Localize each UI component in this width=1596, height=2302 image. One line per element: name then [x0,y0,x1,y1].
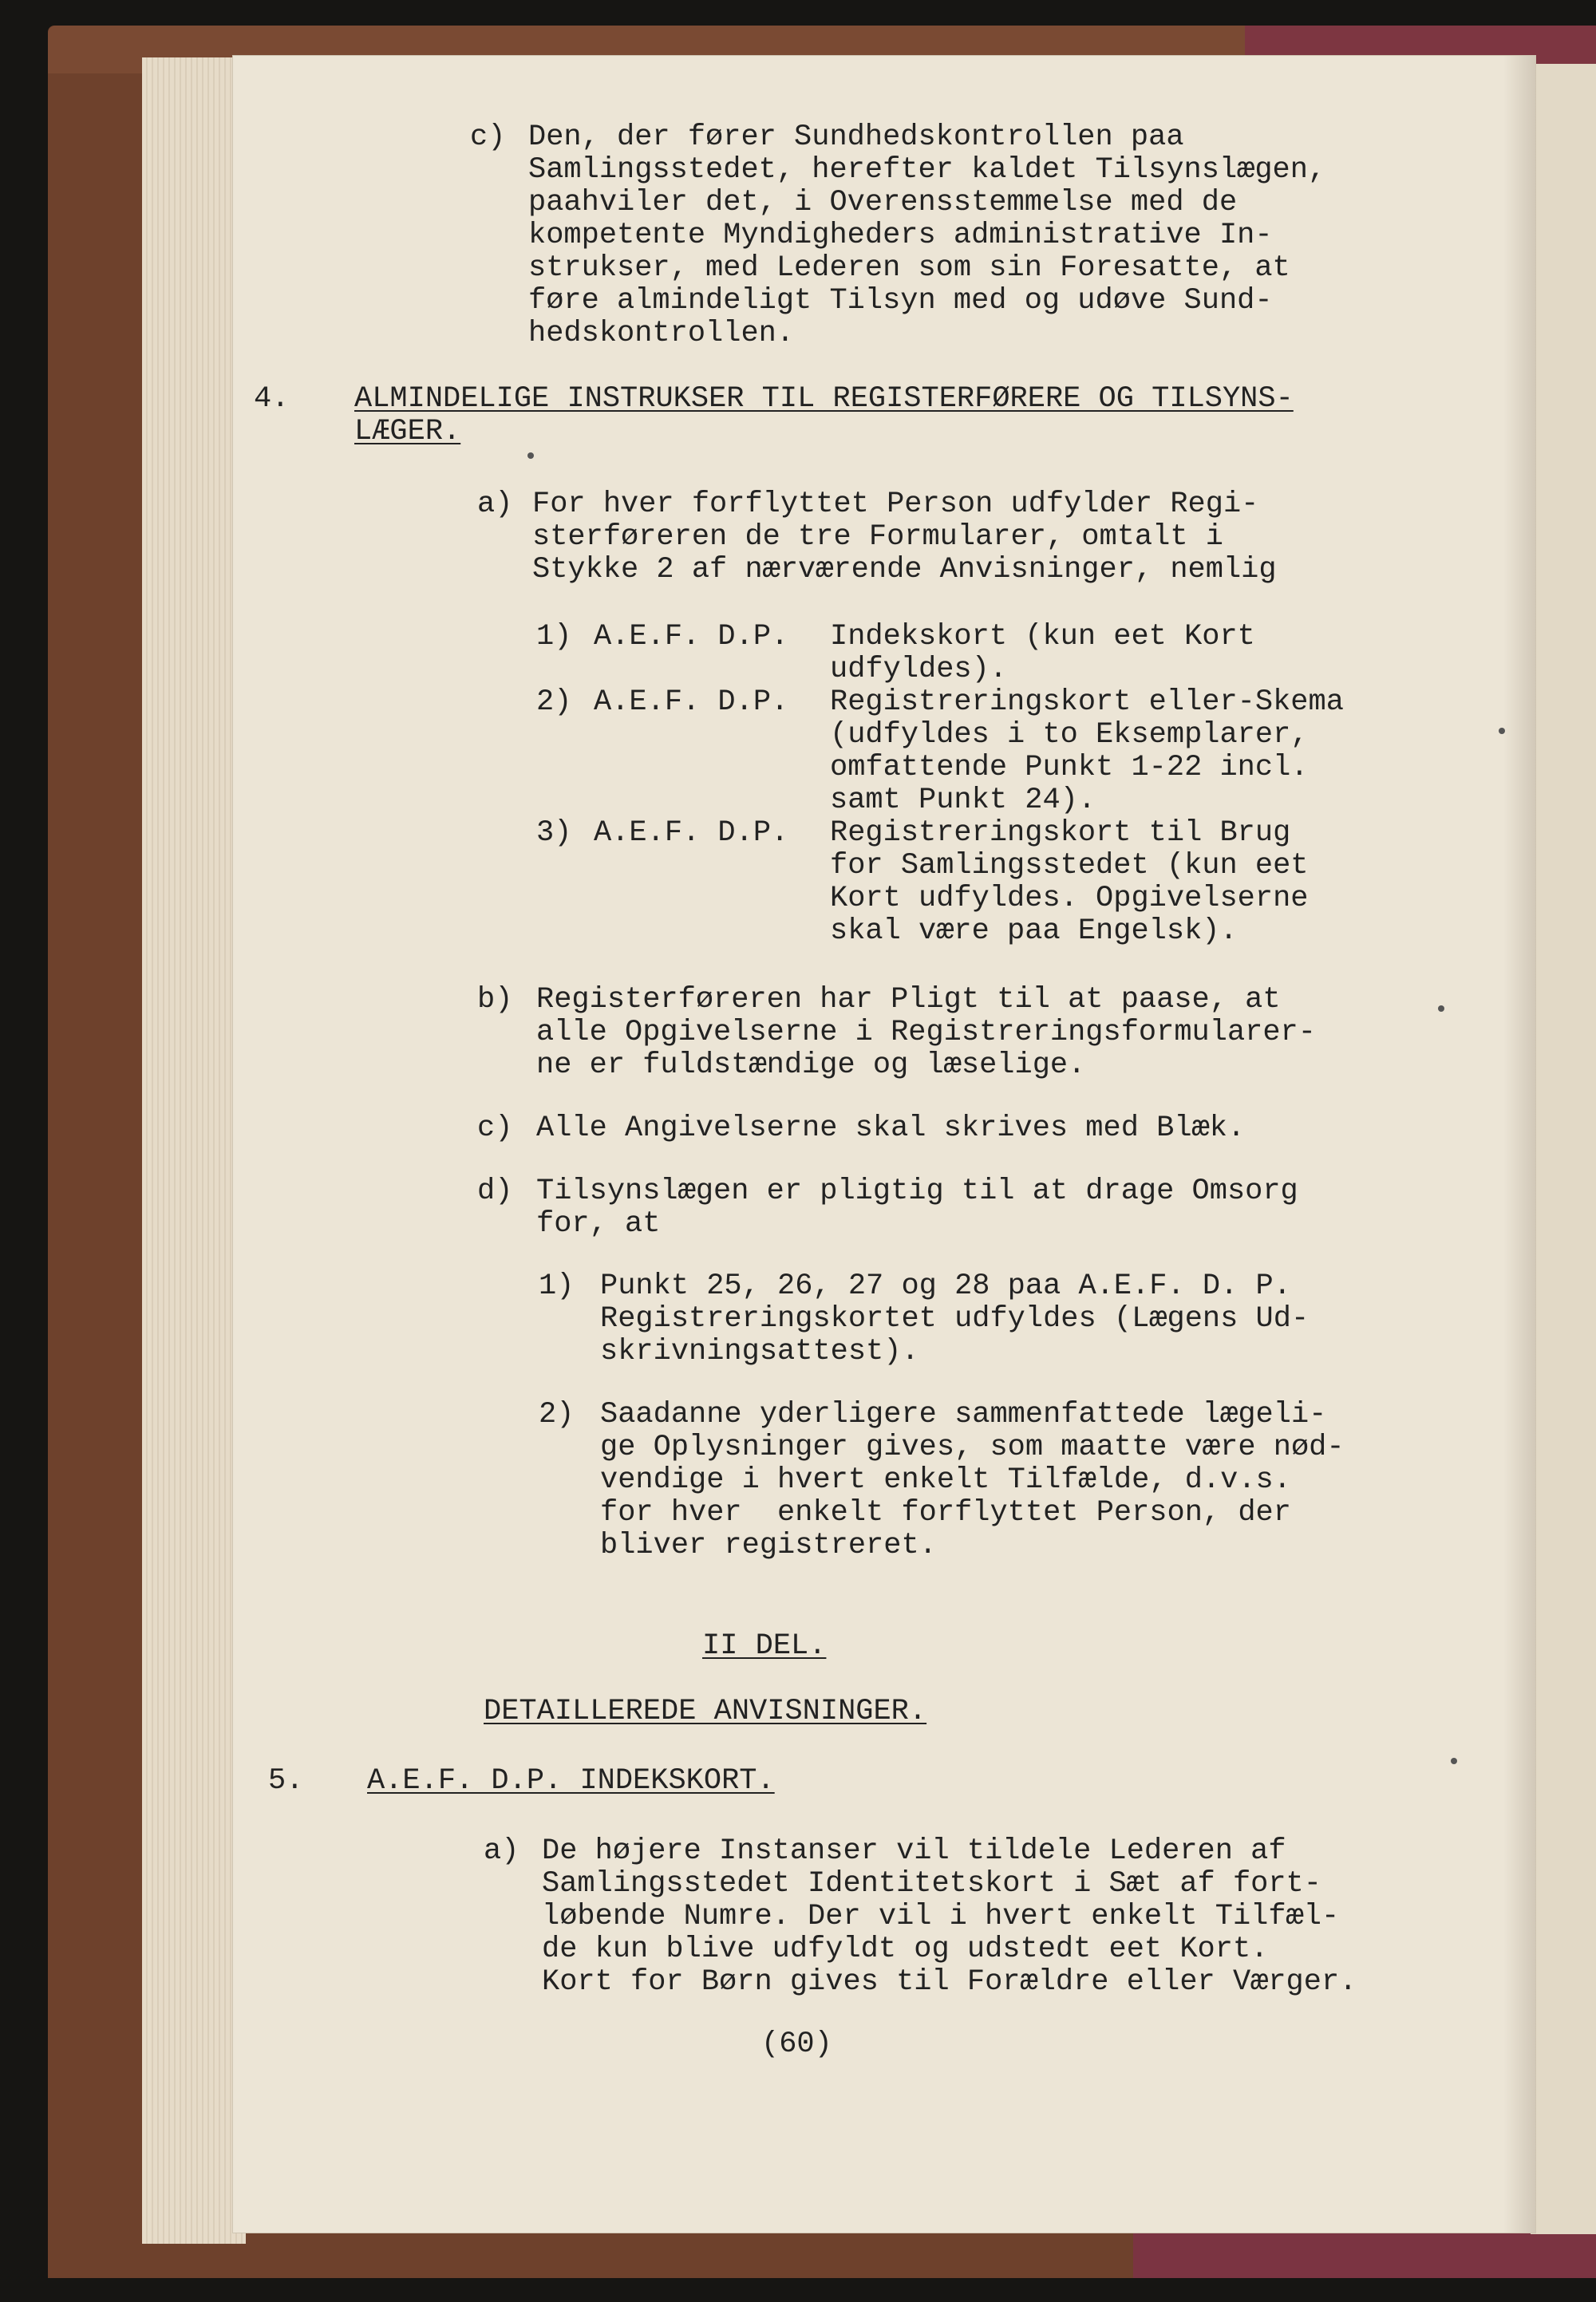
item-5a-line: De højere Instanser vil tildele Lederen af [542,1834,1286,1868]
form-1-number: 1) [536,620,572,653]
form-3-desc: skal være paa Engelsk). [830,914,1238,948]
item-c-line: hedskontrollen. [528,317,795,350]
item-c-line: kompetente Myndigheders administrative In- [528,219,1273,252]
page-number: (60) [761,2028,832,2061]
form-3-desc: for Samlingsstedet (kun eet [830,849,1309,882]
section-4-title: ALMINDELIGE INSTRUKSER TIL REGISTERFØRERE OG TILSYNS- [354,382,1294,416]
form-1-code: A.E.F. D.P. [594,620,789,653]
form-2-desc: (udfyldes i to Eksemplarer, [830,718,1309,752]
paper-speck [1438,1005,1444,1012]
item-c-line: føre almindeligt Tilsyn med og udøve Sund- [528,284,1273,318]
section-5-title: A.E.F. D.P. INDEKSKORT. [367,1764,775,1798]
item-4d-label: d) [477,1175,513,1208]
item-4c-line: Alle Angivelserne skal skrives med Blæk. [536,1112,1246,1145]
book-cover-left [48,26,152,2276]
item-4d-2-line: Saadanne yderligere sammenfattede lægeli- [600,1398,1327,1431]
page-edges [142,57,246,2244]
item-4d-1-line: Registreringskortet udfyldes (Lægens Ud- [600,1302,1310,1336]
item-4b-label: b) [477,983,513,1017]
paper-speck [1451,1758,1457,1764]
form-1-desc: Indekskort (kun eet Kort [830,620,1255,653]
form-2-desc: samt Punkt 24). [830,784,1096,817]
item-4b-line: alle Opgivelserne i Registreringsformularer- [536,1016,1316,1049]
item-c-line: Samlingsstedet, herefter kaldet Tilsynslægen, [528,153,1326,187]
item-5a-line: Kort for Børn gives til Forældre eller Værger. [542,1965,1357,1999]
item-4c-label: c) [477,1112,513,1145]
item-4d-line: Tilsynslægen er pligtig til at drage Omsorg [536,1175,1298,1208]
item-4d-2-number: 2) [539,1398,575,1431]
item-4a-line: Stykke 2 af nærværende Anvisninger, nemlig [532,553,1277,586]
item-4a-label: a) [477,488,513,521]
item-4d-2-line: vendige i hvert enkelt Tilfælde, d.v.s. [600,1463,1291,1497]
item-4b-line: Registerføreren har Pligt til at paase, at [536,983,1281,1017]
form-2-desc: Registreringskort eller-Skema [830,685,1344,719]
document-page [233,56,1535,2233]
item-c-line: strukser, med Lederen som sin Foresatte, at [528,251,1290,285]
item-c-line: paahviler det, i Overensstemmelse med de [528,186,1238,219]
item-4a-line: sterføreren de tre Formularer, omtalt i [532,520,1223,554]
item-4d-line: for, at [536,1207,661,1241]
form-3-number: 3) [536,816,572,850]
form-2-desc: omfattende Punkt 1-22 incl. [830,751,1309,784]
page-gutter-shadow [1503,56,1535,2233]
item-5a-line: de kun blive udfyldt og udstedt eet Kort. [542,1933,1269,1966]
item-c-line: Den, der fører Sundhedskontrollen paa [528,120,1184,154]
item-4b-line: ne er fuldstændige og læselige. [536,1048,1086,1082]
paper-speck [1499,728,1505,734]
form-2-code: A.E.F. D.P. [594,685,789,719]
item-4d-2-line: ge Oplysninger gives, som maatte være nød- [600,1431,1345,1464]
next-page-edge [1531,64,1596,2234]
paper-speck [527,452,534,459]
form-3-code: A.E.F. D.P. [594,816,789,850]
form-2-number: 2) [536,685,572,719]
item-5a-line: løbende Numre. Der vil i hvert enkelt Tilfæl- [542,1900,1340,1933]
section-4-title-cont: LÆGER. [354,415,461,448]
item-4d-1-number: 1) [539,1269,575,1303]
item-c-label: c) [470,120,506,154]
item-5a-label: a) [484,1834,519,1868]
part-2-title: II DEL. [702,1629,827,1663]
item-4d-2-line: bliver registreret. [600,1529,937,1562]
book-cover-red-bottom [1133,2226,1596,2278]
form-1-desc: udfyldes). [830,653,1008,686]
section-5-number: 5. [268,1764,304,1798]
item-4a-line: For hver forflyttet Person udfylder Regi- [532,488,1259,521]
form-3-desc: Registreringskort til Brug [830,816,1291,850]
item-4d-1-line: Punkt 25, 26, 27 og 28 paa A.E.F. D. P. [600,1269,1291,1303]
section-4-number: 4. [254,382,290,416]
item-5a-line: Samlingsstedet Identitetskort i Sæt af fort- [542,1867,1321,1901]
item-4d-2-line: for hver enkelt forflyttet Person, der [600,1496,1291,1530]
part-2-subtitle: DETAILLEREDE ANVISNINGER. [484,1695,927,1728]
item-4d-1-line: skrivningsattest). [600,1335,919,1368]
form-3-desc: Kort udfyldes. Opgivelserne [830,882,1309,915]
